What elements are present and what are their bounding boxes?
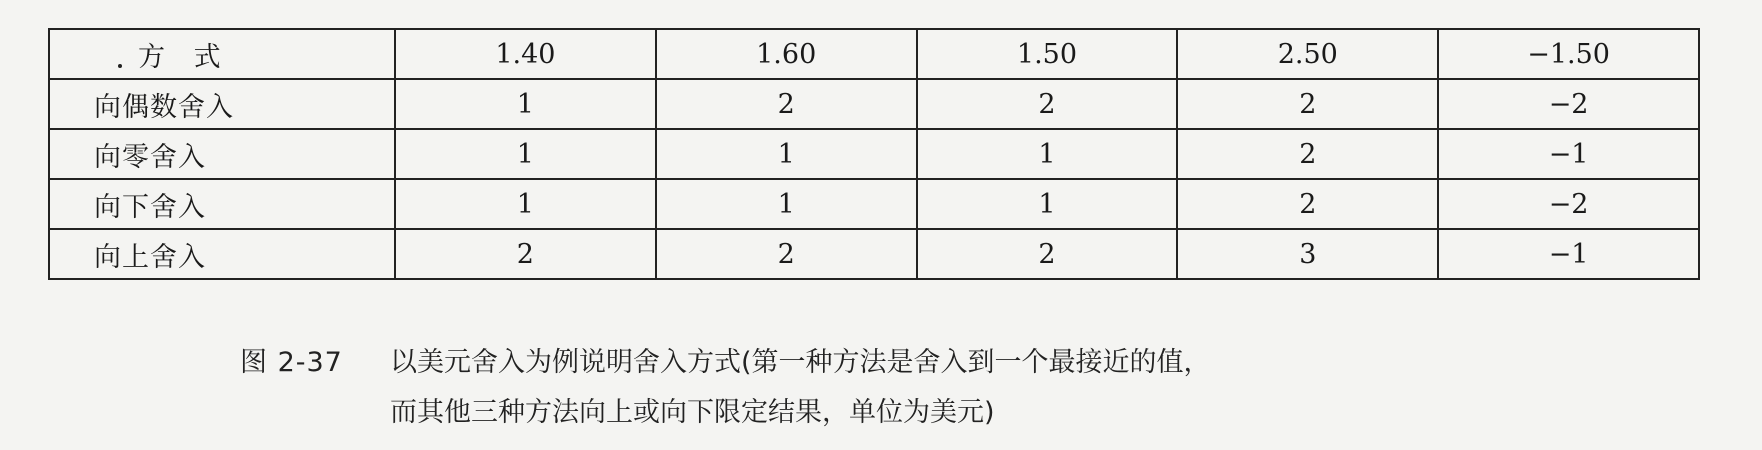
table-cell: −1	[1438, 129, 1699, 179]
column-header: 1.50	[917, 29, 1178, 79]
table-cell: 2	[917, 79, 1178, 129]
row-label: 向零舍入	[49, 129, 395, 179]
table-cell: 2	[1177, 129, 1438, 179]
column-header: 2.50	[1177, 29, 1438, 79]
table-cell: −1	[1438, 229, 1699, 279]
table-row	[49, 229, 1699, 279]
table-cell: 3	[1177, 229, 1438, 279]
table-cell: 2	[1177, 79, 1438, 129]
column-header: 1.40	[395, 29, 656, 79]
table-cell: 1	[395, 129, 656, 179]
header-method-cell	[49, 29, 395, 79]
caption-line-1	[240, 338, 1211, 388]
dot-mark	[118, 64, 122, 68]
table-cell: 1	[917, 129, 1178, 179]
table-cell: 1	[395, 79, 656, 129]
table-cell: −2	[1438, 179, 1699, 229]
column-header: 1.60	[656, 29, 917, 79]
caption-text-line-1: 以美元舍入为例说明舍入方式(第一种方法是舍入到一个最接近的值，	[390, 347, 1211, 378]
table-cell: 1	[656, 179, 917, 229]
table-cell: 1	[395, 179, 656, 229]
caption-figure-number: 图 2-37	[240, 347, 343, 378]
table-cell: 2	[656, 79, 917, 129]
table-cell: 2	[656, 229, 917, 279]
table-row	[49, 129, 1699, 179]
table-cell: −2	[1438, 79, 1699, 129]
table-header-row	[49, 29, 1699, 79]
table-cell: 1	[656, 129, 917, 179]
table-cell: 1	[917, 179, 1178, 229]
table-row	[49, 79, 1699, 129]
figure-caption	[240, 338, 1211, 438]
table-row	[49, 179, 1699, 229]
row-label: 向偶数舍入	[49, 79, 395, 129]
caption-text-line-2: 而其他三种方法向上或向下限定结果，单位为美元)	[390, 397, 995, 428]
row-label: 向上舍入	[49, 229, 395, 279]
table-cell: 2	[1177, 179, 1438, 229]
caption-line-2	[240, 388, 1211, 438]
column-header: −1.50	[1438, 29, 1699, 79]
row-label: 向下舍入	[49, 179, 395, 229]
table-cell: 2	[917, 229, 1178, 279]
table-cell: 2	[395, 229, 656, 279]
rounding-modes-table	[48, 28, 1700, 280]
header-method-label: 方 式	[138, 41, 231, 73]
